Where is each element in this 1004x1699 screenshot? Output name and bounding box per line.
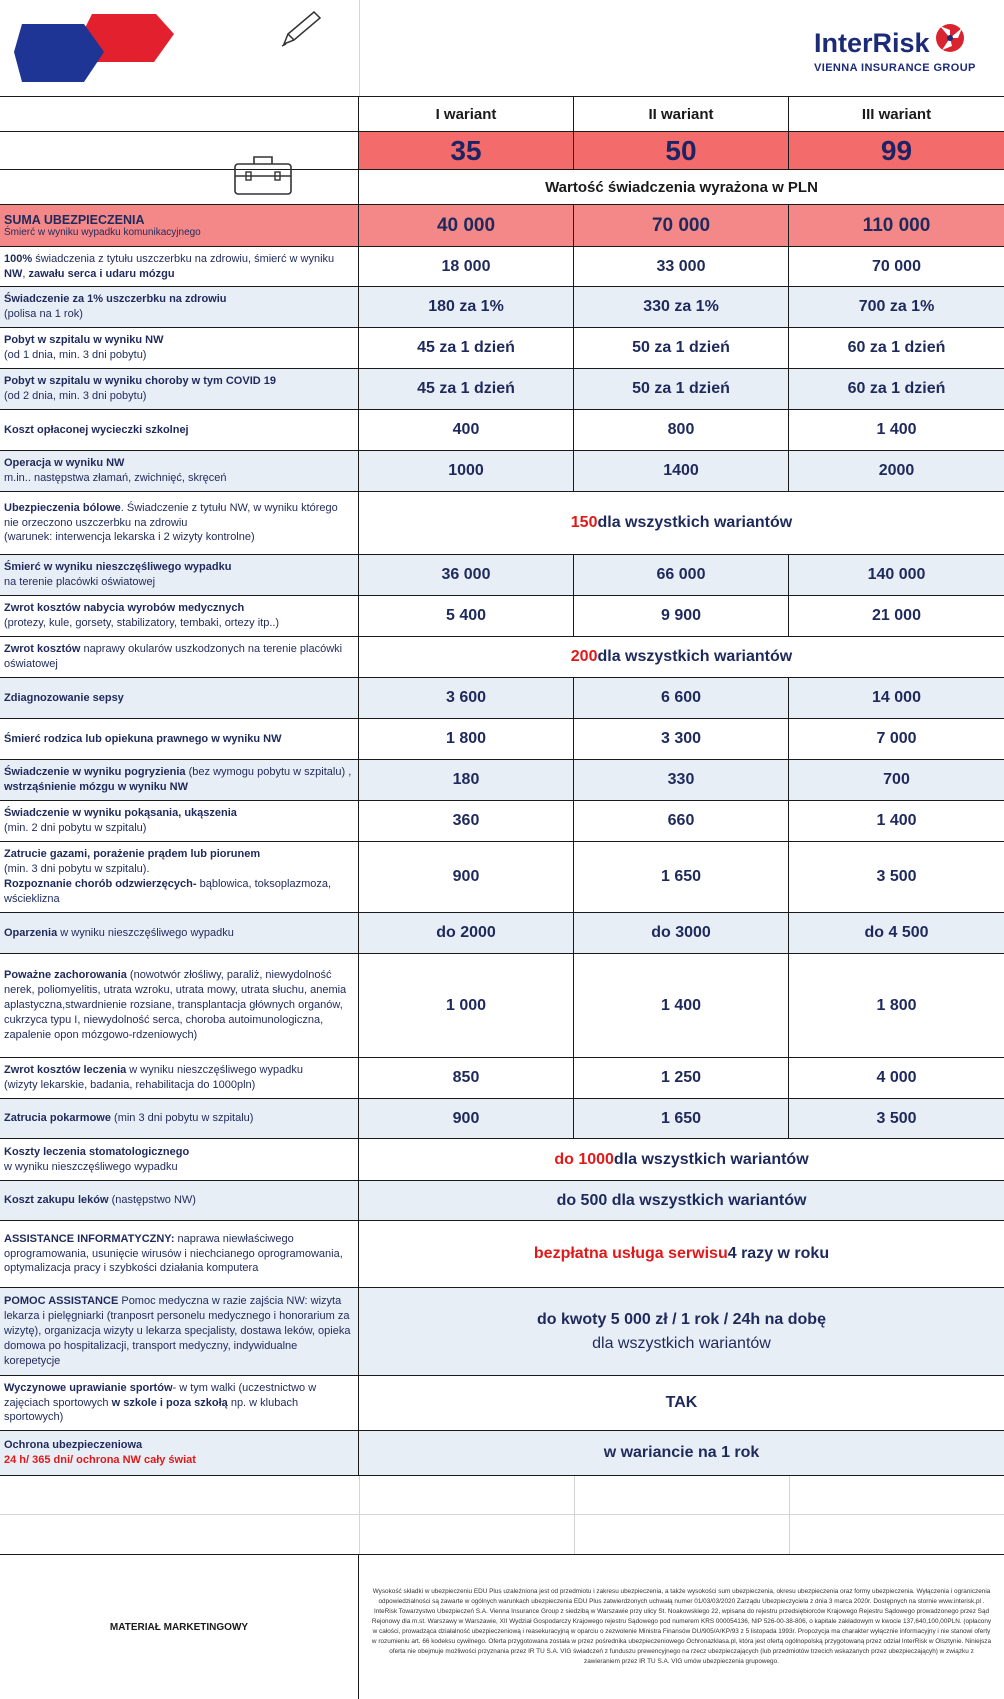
row-label (0, 1181, 359, 1220)
value-cell: 330 (574, 760, 789, 800)
value-cell: 60 za 1 dzień (847, 339, 946, 356)
value-cell: 1 800 (359, 719, 574, 759)
grid-line (359, 0, 360, 96)
label-sub: (następstwo NW) (108, 1194, 196, 1207)
brand-group: VIENNA INSURANCE GROUP (814, 62, 976, 74)
row-label (0, 1099, 359, 1138)
table-row (0, 491, 1004, 554)
label-sub: na terenie placówki oświatowej (4, 576, 156, 588)
merged-value: do 500 dla wszystkich wariantów (556, 1191, 807, 1209)
table-row (0, 1287, 1004, 1375)
table-row (0, 450, 1004, 491)
value-cell: 33 000 (574, 247, 789, 286)
row-label (0, 328, 359, 368)
label-title: Koszty leczenia stomatologicznego (4, 1145, 190, 1158)
legal-disclaimer: Wysokość składki w ubezpieczeniu EDU Plus uzależniona jest od przedmiotu i zakresu ubezpieczenia, a także wysokości sum ubezpieczenia, okresu ubezpieczenia oraz formy ubezpieczenia. Wyłączenia i ograniczenia odpowiedzialności są zawarte w ogólnych warunkach ubezpieczenia EDU Plus zatwierdzonych uchwałą numer 01/03/03/2020 Zarządu Ubezpieczyciela z dnia 3 marca 2020r. Dostępnych na stornie www.interisk.pl . InteRisk Towarzystwo Ubezpieczeń S.A. Vienna Insurance Group z siedzibą w Warszawie przy ulicy St. Noakowskiego 22, wpisana do rejestru przedsiębiorców Krajowego Rejestru Sądowego prowadzonego przez Sąd Rejonowy dla m.st. Warszawy w Warszawie, XII Wydział Gospodarczy Krajowego rejestru Sądowego pod numerem KRS 000054136, NIP 526-00-38-806, o kapitale zakładowym w kwocie 137,640,100,00PLN. (opłacony w całości, prowadząca działalność ubezpieczeniową i reasekuracyjną w oparciu o zezwolenie Ministra Finansów DU/905/A/KP/93 z 5 listopada 1993r. Propozycja ma charakter wyłącznie informacyjny i nie stanowi oferty w rozumieniu art. 66 kodeksu cywilnego. Oferta przygotowana została w przez pośrednika ubezpieczeniowego Ochronazklasa.pl, która jest ofertą ogólnopolską przygotowaną przez odział InterRisk w Olsztynie. Niniejsza oferta nie obejmuje możliwości przyznania przez IR TU S.A. VIG świadczeń z funduszu prewencyjnego na rzecz ubezpieczających (lub przedmiotów trzecich wskazanych przez ubezpieczającyh) w związku z zawieraniem przez IR TU S.A. VIG umów ubezpieczenia grupowego. (371, 1588, 992, 1665)
merged-value (359, 1139, 1004, 1180)
label-title: Poważne zachorowania (4, 969, 127, 982)
value-cell: 50 za 1 dzień (574, 369, 789, 409)
label-title: Operacja w wyniku NW (4, 457, 125, 470)
brand-name: InterRisk (814, 28, 930, 58)
label-title: Zwrot kosztów nabycia wyrobów medycznych (4, 602, 245, 615)
price-variant-1: 35 (359, 132, 574, 169)
row-label (0, 954, 359, 1057)
row-label (0, 801, 359, 841)
value-cell: 2000 (878, 462, 915, 479)
value-cell: do 3000 (574, 913, 789, 953)
table-row (0, 327, 1004, 368)
table-row (0, 841, 1004, 912)
label-sub: w wyniku nieszczęśliwego wypadku (4, 1160, 178, 1173)
value-cell: do 4 500 (864, 924, 929, 941)
value-cell: 4 000 (876, 1069, 917, 1086)
row-label (0, 205, 359, 246)
label-part: , (22, 267, 29, 280)
value-cell: 3 600 (359, 678, 574, 718)
value-cell: 3 300 (574, 719, 789, 759)
value-cell: 9 900 (574, 596, 789, 636)
table-row (0, 636, 1004, 677)
label-sub-bold: w szkole i poza szkołą (111, 1396, 228, 1409)
merged-value (359, 637, 1004, 677)
label-sub: (min. 2 dni pobytu w szpitalu) (4, 822, 147, 834)
briefcase-icon (232, 152, 294, 198)
value-cell: 18 000 (359, 247, 574, 286)
footer-row (0, 1554, 1004, 1699)
value-cell: 60 za 1 dzień (847, 380, 946, 397)
value-rest: dla wszystkich wariantów (597, 514, 793, 531)
variant-1-label: I wariant (359, 97, 574, 131)
flower-logo-icon (932, 18, 968, 58)
label-title: Koszt zakupu leków (4, 1194, 109, 1207)
value-cell: 900 (359, 1099, 574, 1138)
label-part: 100% (4, 252, 33, 265)
value-number: 150 (570, 514, 598, 531)
merged-value: TAK (665, 1394, 698, 1411)
value-rest: dla wszystkich wariantów (613, 1150, 809, 1168)
label-title: Świadczenie w wyniku pokąsania, ukąszenia (4, 807, 237, 820)
table-row (0, 368, 1004, 409)
value-cell: 14 000 (872, 689, 921, 706)
value-cell: 400 (359, 410, 574, 450)
label-title: POMOC ASSISTANCE (4, 1295, 119, 1308)
label-sub: (bez wymogu pobytu w szpitalu) , (185, 766, 352, 779)
value-cell: 3 500 (876, 1109, 917, 1127)
label-sub: naprawy okularów uszkodzonych na terenie placówki oświatowej (4, 643, 343, 670)
value-cell: 360 (359, 801, 574, 841)
grid-line (359, 1476, 360, 1554)
value-cell: 900 (359, 842, 574, 912)
price-variant-2: 50 (574, 132, 789, 169)
table-row (0, 1375, 1004, 1430)
value-cell: 70 000 (574, 205, 789, 246)
label-part: zawału serca i udaru mózgu (28, 267, 175, 280)
table-row (0, 595, 1004, 636)
grid-line (0, 1514, 1004, 1515)
value-line: dla wszystkich wariantów (592, 1334, 771, 1352)
table-row (0, 800, 1004, 841)
label-title: Pobyt w szpitalu w wyniku choroby w tym COVID 19 (4, 375, 276, 388)
row-label (0, 1376, 359, 1430)
label-sub: 24 h/ 365 dni/ ochrona NW cały świat (4, 1454, 196, 1466)
row-label (0, 555, 359, 595)
value-cell: 1 800 (876, 996, 917, 1014)
value-number: 200 (570, 648, 598, 665)
hexagon-logo-icon (14, 8, 174, 88)
merged-value (359, 1221, 1004, 1287)
value-number: do 1000 (554, 1150, 614, 1168)
value-cell: 1 400 (876, 421, 917, 438)
value-cell: 800 (574, 410, 789, 450)
row-label (0, 1221, 359, 1287)
table-row (0, 286, 1004, 327)
label-sub: . Świadczenie z tytułu NW, w wyniku którego nie orzeczono uszczerbku na zdrowiu (4, 501, 338, 529)
row-label (0, 842, 359, 912)
row-label (0, 1058, 359, 1098)
row-label (0, 760, 359, 800)
value-cell: 1 250 (574, 1058, 789, 1098)
prices-row (0, 131, 1004, 169)
value-cell: 1 400 (876, 812, 917, 829)
value-cell: 45 za 1 dzień (359, 328, 574, 368)
value-cell: 850 (359, 1058, 574, 1098)
table-row (0, 246, 1004, 286)
marketing-label: MATERIAŁ MARKETINGOWY (0, 1555, 359, 1699)
empty-cell (0, 97, 359, 131)
row-label: Zdiagnozowanie sepsy (0, 678, 359, 718)
label-title: Świadczenie w wyniku pogryzienia (4, 766, 186, 779)
label-title: Oparzenia (4, 926, 58, 939)
table-row (0, 718, 1004, 759)
table-row (0, 912, 1004, 953)
table-row (0, 409, 1004, 450)
value-cell: 1 400 (574, 954, 789, 1057)
label-sub: (nowotwór złośliwy, paraliż, niewydolność nerek, poliomyelitis, utrata wzroku, utrata mowy, utrata słuchu, anemia aplastyczna,stwardnienie rozsiane, transplantacja głównych organów, cukrzyca typu I, niewydolność serca, choroba autoimunologiczna, zapalenie opon mózgowo-rdzeniowych) (4, 969, 347, 1041)
label-sub: (od 2 dnia, min. 3 dni pobytu) (4, 390, 147, 402)
row-label (0, 287, 359, 327)
table-row (0, 759, 1004, 800)
empty-cell (0, 132, 359, 169)
value-cell: 45 za 1 dzień (359, 369, 574, 409)
value-cell: 700 (883, 771, 910, 788)
row-label (0, 637, 359, 677)
label-sub: - w tym walki (uczestnictwo w zajęciach sportowych (4, 1381, 317, 1409)
row-label: Śmierć rodzica lub opiekuna prawnego w wyniku NW (0, 719, 359, 759)
value-rest: dla wszystkich wariantów (597, 648, 793, 665)
value-cell: 1 000 (359, 954, 574, 1057)
value-cell: 1000 (359, 451, 574, 491)
value-cell: 700 za 1% (858, 298, 935, 315)
label-sub: Pomoc medyczna w razie zajścia NW: wizyta lekarza i pielęgniarki (tranposrt personelu medycznego i honorarium za wizytę), organizacja wizyty u lekarza specjalisty, dostawa leków, opieka domowa po hospitalizacji, transport medyczny, indywidualne korepetycje (4, 1295, 351, 1367)
label-title: Zatrucie gazami, porażenie prądem lub piorunem (4, 848, 261, 861)
label-sub: (od 1 dnia, min. 3 dni pobytu) (4, 349, 147, 361)
variant-3-label: III wariant (861, 105, 932, 123)
label-sub: (warunek: interwencja lekarska i 2 wizyty kontrolne) (4, 531, 255, 544)
value-cell: 180 za 1% (359, 287, 574, 327)
label-sub: (min. 3 dni pobytu w szpitalu). (4, 863, 150, 876)
value-rest: 4 razy w roku (727, 1245, 830, 1262)
value-cell: 110 000 (862, 214, 931, 236)
merged-value: w wariancie na 1 rok (603, 1444, 760, 1461)
variant-2-label: II wariant (574, 97, 789, 131)
label-sub: naprawa niewłaściwego oprogramowania, usunięcie wirusów i niechcianego oprogramowania, optymalizacja pracy i szybkości działania komputera (4, 1232, 343, 1275)
table-row (0, 953, 1004, 1057)
value-cell: 140 000 (867, 566, 926, 583)
value-cell: 6 600 (574, 678, 789, 718)
label-title: Zwrot kosztów leczenia (4, 1064, 127, 1077)
label-title: Pobyt w szpitalu w wyniku NW (4, 334, 164, 347)
label-sub: (protezy, kule, gorsety, stabilizatory, tembaki, ortezy itp..) (4, 617, 280, 629)
label-sub: (min 3 dni pobytu w szpitalu) (110, 1112, 254, 1125)
value-line: do kwoty 5 000 zł / 1 rok / 24h na dobę (537, 1310, 826, 1328)
row-label: Koszt opłaconej wycieczki szkolnej (0, 410, 359, 450)
row-label (0, 1431, 359, 1475)
label-title: Rozpoznanie chorób odzwierzęcych- (4, 878, 197, 890)
label-title: ASSISTANCE INFORMATYCZNY: (4, 1232, 175, 1245)
price-variant-3: 99 (789, 132, 1004, 169)
table-row (0, 1180, 1004, 1220)
value-cell: 40 000 (359, 205, 574, 246)
label-title: Zwrot kosztów (4, 643, 81, 656)
value-cell: 36 000 (359, 555, 574, 595)
label-sub: (polisa na 1 rok) (4, 308, 83, 320)
variants-header-row (0, 96, 1004, 131)
pen-icon (280, 8, 328, 48)
label-sub: (wizyty lekarskie, badania, rehabilitacja do 1000pln) (4, 1079, 256, 1091)
value-cell: 3 500 (876, 868, 917, 885)
value-cell: 1 650 (574, 1099, 789, 1138)
merged-value (359, 1288, 1004, 1375)
value-cell: 330 za 1% (574, 287, 789, 327)
table-row (0, 1138, 1004, 1180)
value-cell: 70 000 (872, 257, 921, 275)
label-sub: w wyniku nieszczęśliwego wypadku (57, 926, 234, 939)
label-title: Wyczynowe uprawianie sportów (4, 1381, 173, 1394)
value-cell: 5 400 (359, 596, 574, 636)
grid-line (789, 1476, 790, 1554)
value-cell: do 2000 (359, 913, 574, 953)
value-cell: 660 (574, 801, 789, 841)
row-label (0, 492, 359, 554)
value-cell: 1400 (574, 451, 789, 491)
value-red: bezpłatna usługa serwisu (533, 1245, 728, 1262)
table-row (0, 554, 1004, 595)
label-sub-bold: wstrząśnienie mózgu w wyniku NW (4, 781, 188, 793)
value-note: Wartość świadczenia wyrażona w PLN (545, 178, 818, 196)
row-label (0, 913, 359, 953)
suma-sub: Śmierć w wyniku wypadku komunikacyjnego (4, 227, 201, 238)
row-label (0, 1139, 359, 1180)
label-sub: bąblowica, toksoplazmoza, wścieklizna (4, 878, 332, 905)
label-title: Świadczenie za 1% uszczerbku na zdrowiu (4, 293, 227, 306)
table-row (0, 677, 1004, 718)
value-cell: 66 000 (574, 555, 789, 595)
label-sub: w wyniku nieszczęśliwego wypadku (126, 1064, 303, 1077)
label-part: świadczenia z tytułu uszczerbku na zdrowiu, śmierć w wyniku (32, 252, 335, 265)
table-row (0, 204, 1004, 246)
table-row (0, 1057, 1004, 1098)
briefcase-cell (0, 170, 359, 204)
value-cell: 50 za 1 dzień (574, 328, 789, 368)
table-row (0, 1220, 1004, 1287)
label-sub: np. w klubach sportowych) (4, 1396, 299, 1424)
label-sub: m.in.. następstwa złamań, zwichnięć, skręceń (4, 472, 227, 484)
value-cell: 1 650 (574, 842, 789, 912)
row-label (0, 247, 359, 286)
value-cell: 21 000 (872, 607, 921, 624)
label-title: Ochrona ubezpieczeniowa (4, 1439, 143, 1452)
label-title: Śmierć w wyniku nieszczęśliwego wypadku (4, 561, 232, 574)
suma-title: SUMA UBEZPIECZENIA (4, 213, 145, 227)
table-row (0, 1430, 1004, 1476)
value-cell: 180 (359, 760, 574, 800)
value-note-row (0, 169, 1004, 204)
table-row (0, 1098, 1004, 1138)
row-label (0, 1288, 359, 1375)
label-part: NW (4, 267, 23, 280)
row-label (0, 596, 359, 636)
merged-value (359, 492, 1004, 554)
label-title: Zatrucia pokarmowe (4, 1112, 111, 1125)
row-label (0, 451, 359, 491)
row-label (0, 369, 359, 409)
value-cell: 7 000 (876, 730, 917, 747)
label-title: Ubezpieczenia bólowe (4, 501, 121, 514)
grid-line (574, 1476, 575, 1554)
